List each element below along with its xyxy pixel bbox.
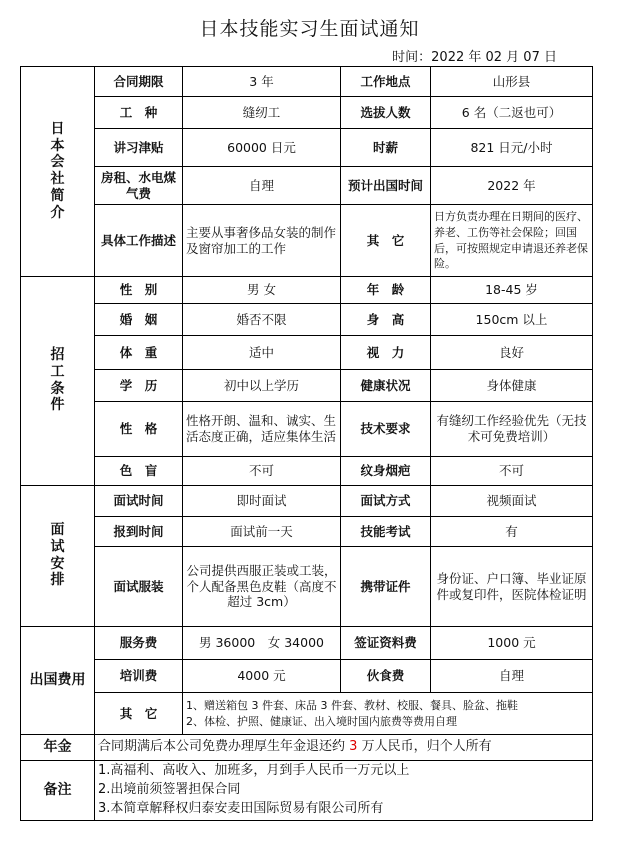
row-value: 初中以上学历 (183, 370, 341, 402)
row-label: 合同期限 (95, 67, 183, 97)
row-label: 健康状况 (341, 370, 431, 402)
table-row (21, 457, 593, 486)
row-label: 房租、水电煤气费 (95, 167, 183, 205)
row-value: 不可 (431, 457, 593, 486)
table-row (21, 547, 593, 627)
table-row (21, 129, 593, 167)
row-label: 报到时间 (95, 517, 183, 547)
table-row (21, 277, 593, 304)
notes-text (95, 761, 593, 821)
table-row (21, 402, 593, 457)
table-row (21, 304, 593, 336)
notice-table (20, 66, 593, 821)
table-row (21, 336, 593, 370)
pension-amount: 3 (349, 739, 358, 755)
row-value: 即时面试 (183, 486, 341, 517)
row-value: 性格开朗、温和、诚实、生活态度正确，适应集体生活 (183, 402, 341, 457)
row-label: 伙食费 (341, 660, 431, 693)
section-company-intro: 日本会社简介 (21, 67, 95, 277)
note-line: 2.出境前须签署担保合同 (98, 782, 241, 798)
row-label: 身 高 (341, 304, 431, 336)
table-row (21, 517, 593, 547)
other-costs-line: 1、赠送箱包 3 件套、床品 3 件套、教材、校服、餐具、脸盆、拖鞋 (186, 698, 518, 712)
row-label: 签证资料费 (341, 627, 431, 660)
row-value: 18-45 岁 (431, 277, 593, 304)
row-label: 面试服装 (95, 547, 183, 627)
row-value: 身份证、户口簿、毕业证原件或复印件，医院体检证明 (431, 547, 593, 627)
row-label: 体 重 (95, 336, 183, 370)
row-value: 日方负责办理在日期间的医疗、养老、工伤等社会保险；回国后，可按照规定申请退还养老保险。 (431, 205, 593, 277)
section-recruit-conditions: 招工条件 (21, 277, 95, 486)
row-value: 山形县 (431, 67, 593, 97)
other-costs-line: 2、体检、护照、健康证、出入境时国内旅费等费用自理 (186, 714, 457, 728)
table-row (21, 67, 593, 97)
row-value: 自理 (183, 167, 341, 205)
row-label: 面试方式 (341, 486, 431, 517)
table-row (21, 205, 593, 277)
section-interview-arrangement: 面试安排 (21, 486, 95, 627)
row-label: 工 种 (95, 97, 183, 129)
row-label: 讲习津贴 (95, 129, 183, 167)
row-value: 面试前一天 (183, 517, 341, 547)
row-label: 其 它 (95, 693, 183, 735)
row-label: 预计出国时间 (341, 167, 431, 205)
row-label: 其 它 (341, 205, 431, 277)
row-label: 视 力 (341, 336, 431, 370)
note-line: 1.高福利、高收入、加班多，月到手人民币一万元以上 (98, 763, 410, 779)
table-row (21, 97, 593, 129)
row-label: 培训费 (95, 660, 183, 693)
row-label: 色 盲 (95, 457, 183, 486)
row-label: 性 别 (95, 277, 183, 304)
table-row (21, 693, 593, 735)
table-row (21, 627, 593, 660)
row-value: 适中 (183, 336, 341, 370)
row-value: 有缝纫工作经验优先（无技术可免费培训） (431, 402, 593, 457)
row-value: 4000 元 (183, 660, 341, 693)
row-value: 缝纫工 (183, 97, 341, 129)
row-value: 3 年 (183, 67, 341, 97)
row-label: 婚 姻 (95, 304, 183, 336)
row-value: 主要从事奢侈品女装的制作及窗帘加工的工作 (183, 205, 341, 277)
row-value: 身体健康 (431, 370, 593, 402)
row-label: 技术要求 (341, 402, 431, 457)
page-title: 日本技能实习生面试通知 (199, 18, 420, 40)
row-label: 时薪 (341, 129, 431, 167)
row-value: 1000 元 (431, 627, 593, 660)
row-value: 男 36000 女 34000 (183, 627, 341, 660)
row-value: 公司提供西服正装或工装，个人配备黑色皮鞋（高度不超过 3cm） (183, 547, 341, 627)
row-label: 工作地点 (341, 67, 431, 97)
row-value: 自理 (431, 660, 593, 693)
pension-text: 合同期满后本公司免费办理厚生年金退还约 3 万人民币，归个人所有 (95, 735, 593, 761)
row-value: 婚否不限 (183, 304, 341, 336)
row-label: 服务费 (95, 627, 183, 660)
row-value: 有 (431, 517, 593, 547)
note-line: 3.本简章解释权归泰安麦田国际贸易有限公司所有 (98, 800, 384, 816)
table-row (21, 735, 593, 761)
table-row (21, 167, 593, 205)
row-label: 技能考试 (341, 517, 431, 547)
row-label: 具体工作描述 (95, 205, 183, 277)
row-label: 携带证件 (341, 547, 431, 627)
row-value: 2022 年 (431, 167, 593, 205)
row-label: 纹身烟疤 (341, 457, 431, 486)
row-label: 面试时间 (95, 486, 183, 517)
pension-label: 年金 (21, 735, 95, 761)
row-label: 性 格 (95, 402, 183, 457)
table-row (21, 761, 593, 821)
row-label: 学 历 (95, 370, 183, 402)
other-costs-text (183, 693, 593, 735)
table-row (21, 660, 593, 693)
row-value: 不可 (183, 457, 341, 486)
notes-label: 备注 (21, 761, 95, 821)
row-value: 150cm 以上 (431, 304, 593, 336)
row-value: 6 名（二返也可） (431, 97, 593, 129)
section-departure-costs: 出国费用 (21, 627, 95, 735)
row-label: 选拔人数 (341, 97, 431, 129)
row-label: 年 龄 (341, 277, 431, 304)
row-value: 男 女 (183, 277, 341, 304)
row-value: 视频面试 (431, 486, 593, 517)
table-row (21, 486, 593, 517)
notice-date: 时间：2022 年 02 月 07 日 (392, 50, 557, 65)
row-value: 60000 日元 (183, 129, 341, 167)
table-row (21, 370, 593, 402)
row-value: 821 日元/小时 (431, 129, 593, 167)
row-value: 良好 (431, 336, 593, 370)
